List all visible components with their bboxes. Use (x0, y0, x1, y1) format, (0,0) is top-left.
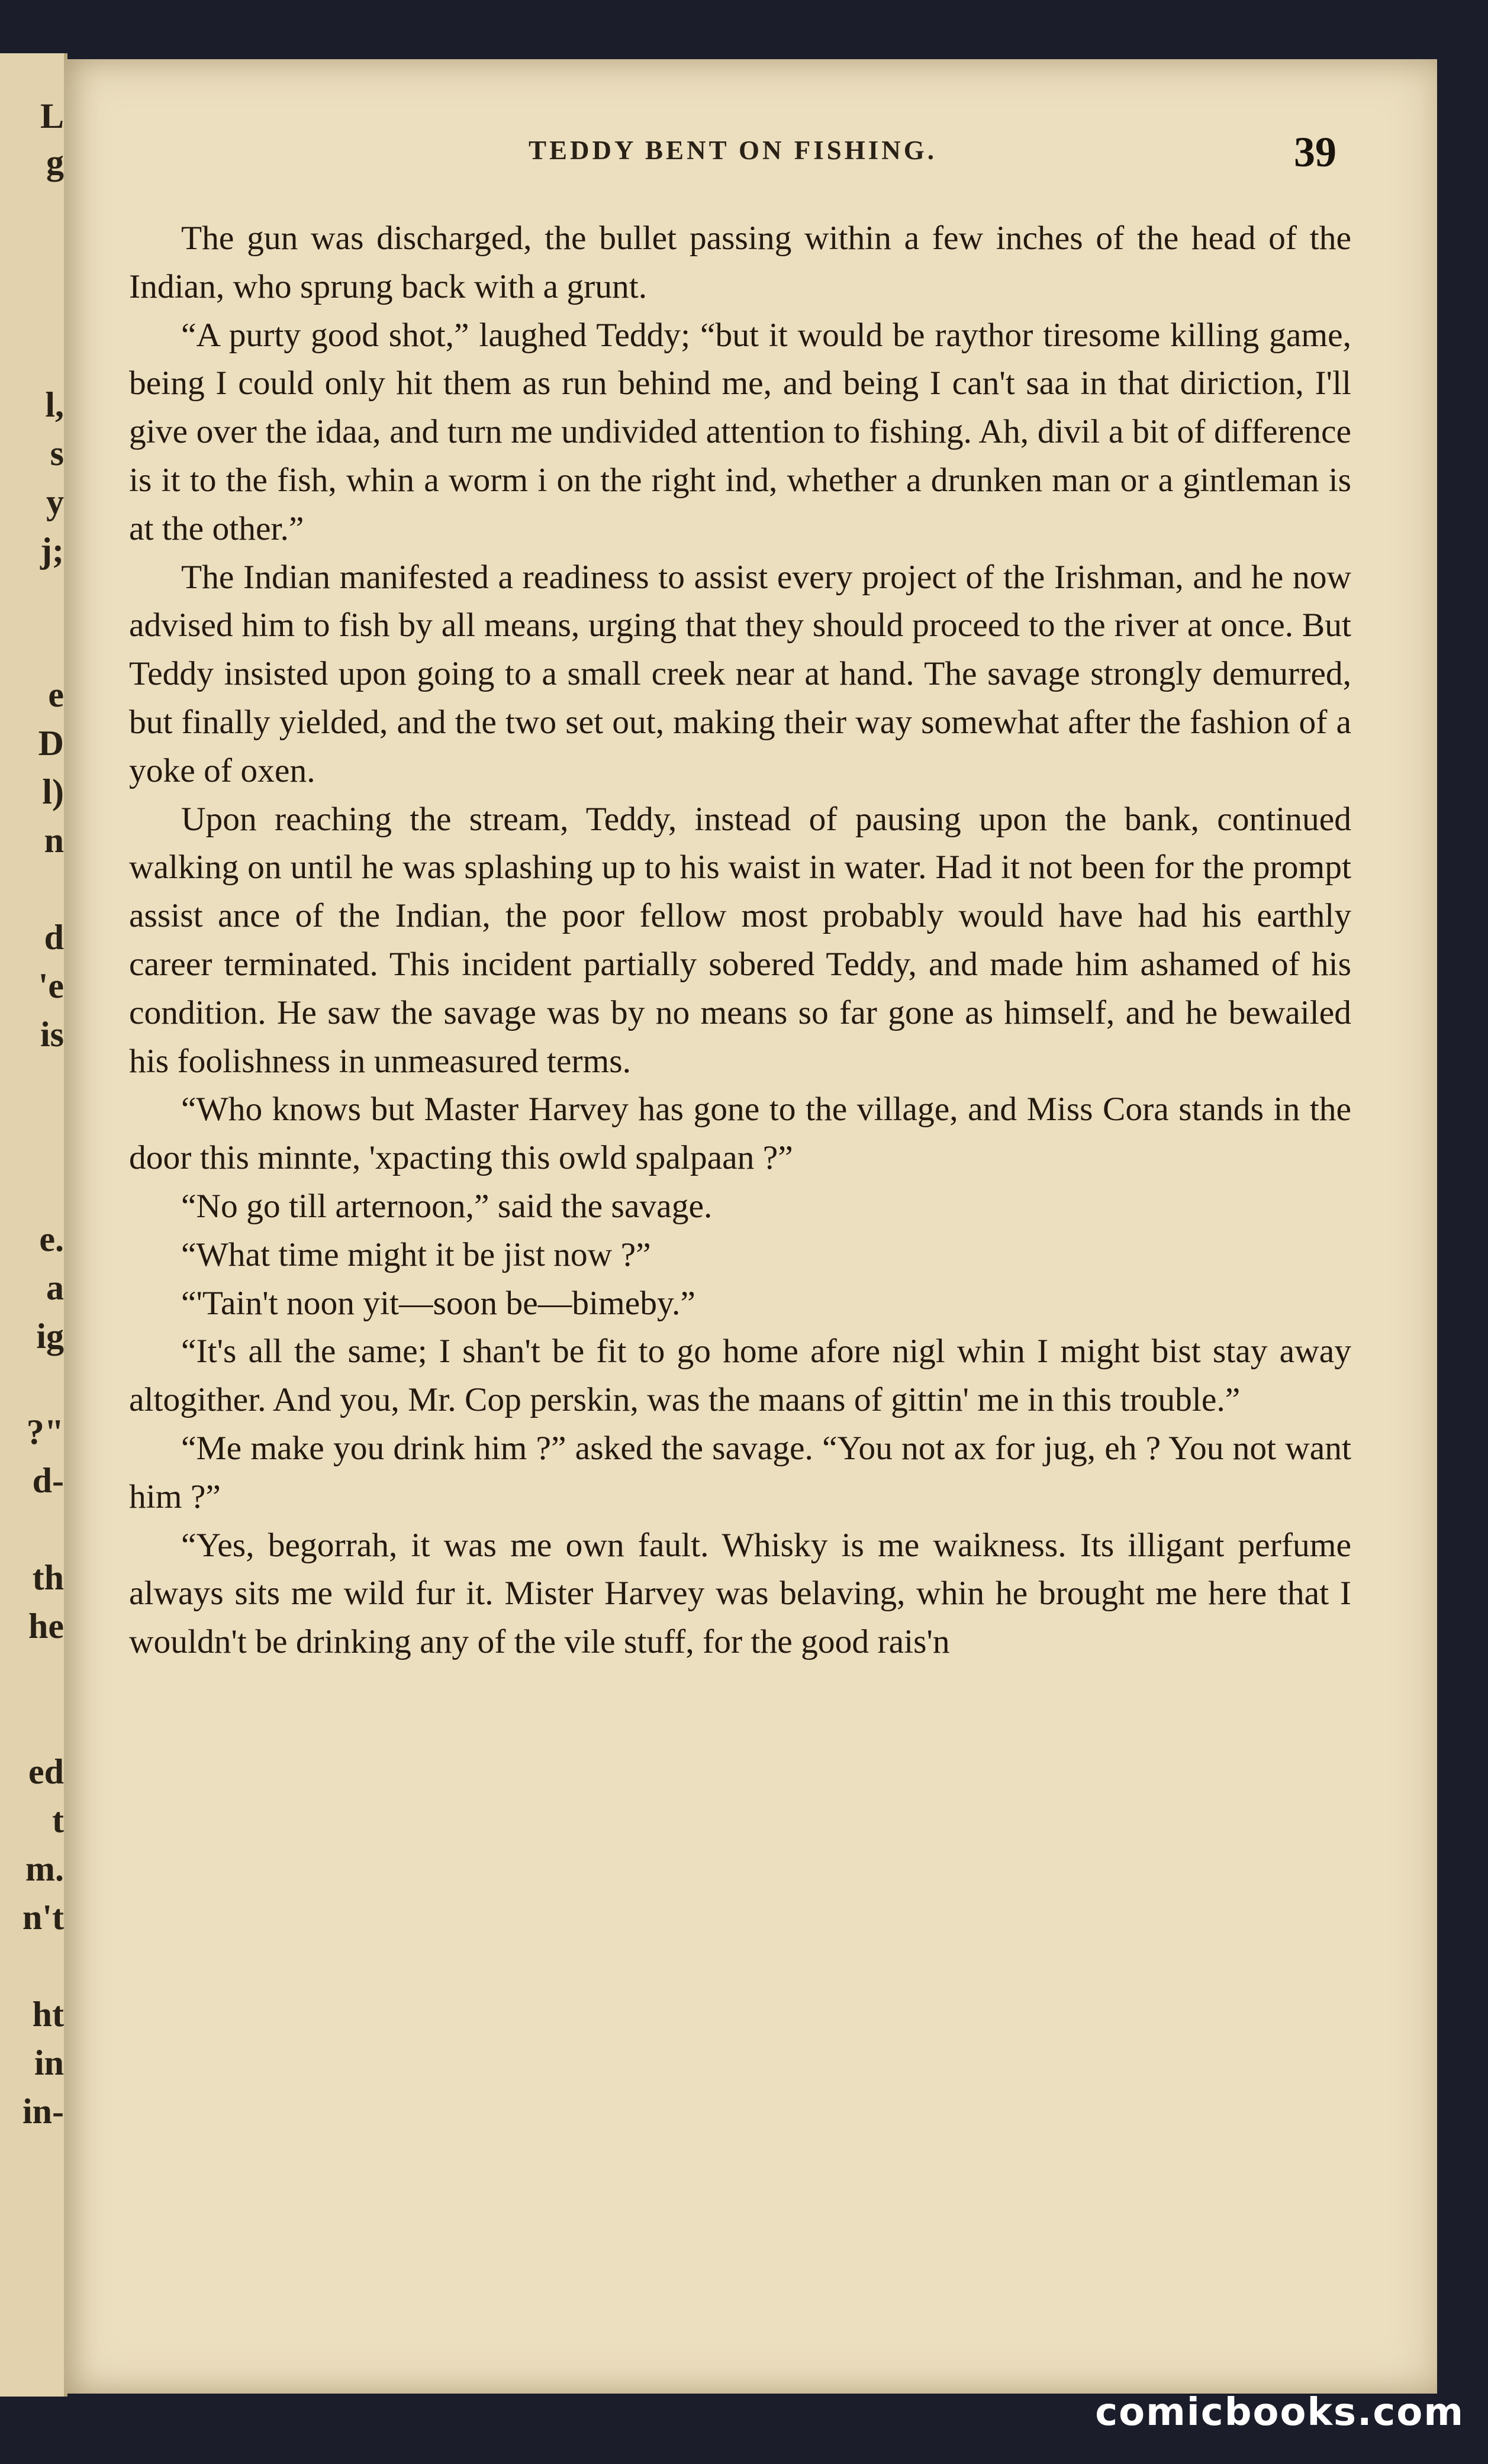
left-fragment: l, (45, 385, 64, 424)
left-fragment: e (48, 675, 64, 714)
running-head (129, 128, 1336, 188)
left-fragment: l) (42, 772, 64, 811)
paragraph: “No go till arternoon,” said the savage. (181, 1187, 713, 1225)
left-fragment: ed (28, 1752, 64, 1791)
left-fragment: 'e (38, 966, 64, 1005)
left-fragment: t (52, 1801, 64, 1840)
left-fragment: he (28, 1607, 64, 1646)
left-fragment: n (44, 821, 64, 860)
paragraph: “It's all the same; I shan't be fit to go home afore nigl whin I might bist stay away altogither. And you, Mr. Cop perskin, was the maans of gittin' me in this trouble.” (129, 1333, 1351, 1419)
paragraph: The Indian manifested a readiness to assist every project of the Irishman, and he now advised him to fish by all means, urging that they should proceed to the river at once. But Teddy insisted upon going to a small creek near at hand. The savage strongly demurred, but finally yielded, and the two set out, making their way somewhat after the fashion of a yoke of oxen. (129, 558, 1351, 789)
left-fragment: ig (36, 1317, 64, 1356)
paragraph: “Me make you drink him ?” asked the savage. “You not ax for jug, eh ? You not want him ?” (129, 1429, 1351, 1515)
left-fragment: in (34, 2043, 64, 2082)
left-fragment: s (50, 434, 64, 473)
left-fragment: d- (32, 1461, 64, 1500)
left-page-fragments (0, 53, 64, 2397)
left-fragment: a (46, 1268, 64, 1307)
paragraph: Upon reaching the stream, Teddy, instead of pausing upon the bank, continued walking on until he was splashing up to his waist in water. Had it not been for the prompt assist ance of the Indian, the poor fellow most probably would have had his earthly career terminated. This incident partially sobered Teddy, and made him ashamed of his condition. He saw the savage was by no means so far gone as himself, and he bewailed his foolishness in unmeasured terms. (129, 800, 1351, 1080)
left-fragment: n't (22, 1898, 64, 1937)
left-fragment: ht (32, 1995, 64, 2034)
left-fragment: in- (22, 2092, 64, 2131)
left-fragment: th (32, 1558, 64, 1597)
left-fragment: L (40, 96, 64, 136)
left-fragment: e. (39, 1220, 64, 1259)
left-fragment: ?" (26, 1412, 64, 1452)
left-fragment: d (44, 918, 64, 957)
book-page (64, 59, 1437, 2394)
paragraph: The gun was discharged, the bullet passing within a few inches of the head of the Indian, who sprung back with a grunt. (129, 220, 1351, 305)
running-title: TEDDY BENT ON FISHING. (528, 136, 938, 165)
left-fragment: is (40, 1015, 64, 1054)
paragraph: “A purty good shot,” laughed Teddy; “but it would be raythor tiresome killing game, being I could only hit them as run behind me, and being I can't saa in that diriction, I'll give over the idaa, and turn me undivided attention to fishing. Ah, divil a bit of difference is it to the fish, whin a worm i on the right ind, whether a drunken man or a gintleman is at the other.” (129, 316, 1351, 547)
page-text (129, 214, 1351, 1666)
page-number: 39 (1294, 128, 1336, 176)
left-fragment: g (46, 143, 64, 182)
left-fragment: D (38, 724, 64, 763)
paragraph: “Who knows but Master Harvey has gone to the village, and Miss Cora stands in the door this minnte, 'xpacting this owld spalpaan ?” (129, 1091, 1351, 1177)
paragraph: “'Tain't noon yit—soon be—bimeby.” (181, 1284, 695, 1322)
paragraph: “Yes, begorrah, it was me own fault. Whisky is me waikness. Its illigant perfume always sits me wild fur it. Mister Harvey was belaving, whin he brought me here that I wouldn't be drinking any of the vile stuff, for the good rais'n (129, 1526, 1351, 1661)
left-fragment: j; (40, 531, 64, 570)
left-page-edge (0, 53, 67, 2397)
paragraph: “What time might it be jist now ?” (181, 1236, 651, 1273)
watermark: comicbooks.com (1095, 2391, 1464, 2434)
left-fragment: y (46, 482, 64, 521)
left-fragment: m. (25, 1849, 64, 1888)
